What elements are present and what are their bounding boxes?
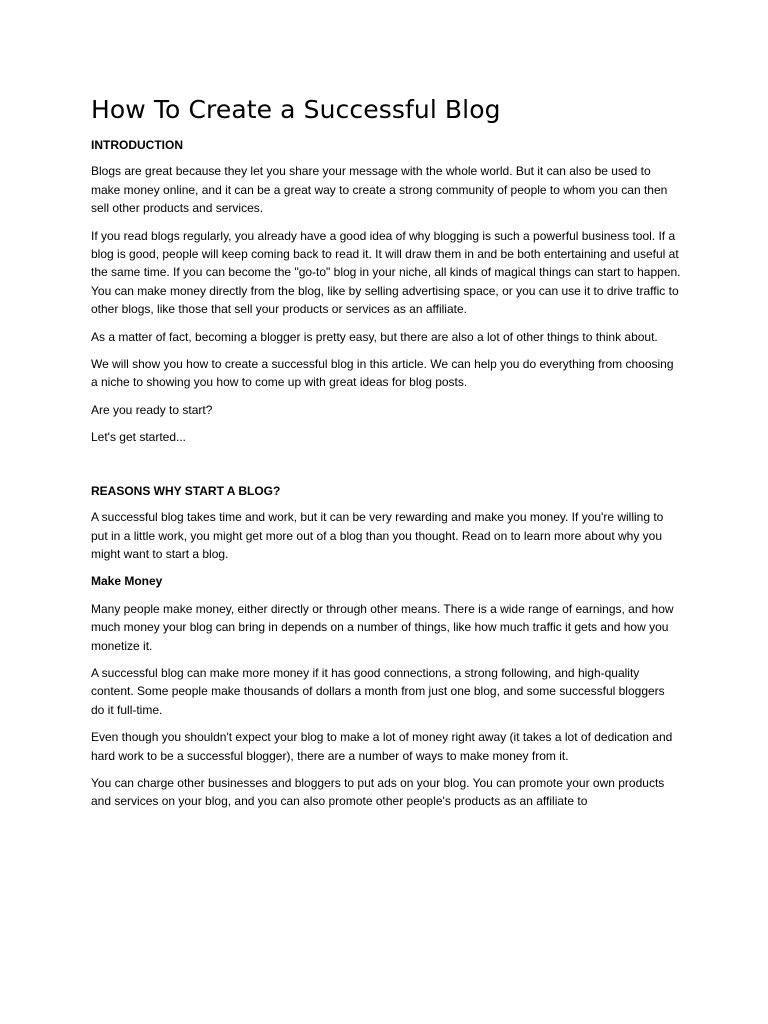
intro-paragraph-4: We will show you how to create a successful blog in this article. We can help you do everything from choosing a niche to showing you how to come up with great ideas for blog posts. (91, 357, 674, 390)
make-money-paragraph-3: Even though you shouldn't expect your blog to make a lot of money right away (it takes a lot of dedication and hard work to be a successful blogger), there are a number of ways to make money from it. (91, 730, 673, 763)
intro-paragraph-5: Are you ready to start? (91, 402, 213, 417)
intro-paragraph-6: Let's get started... (91, 430, 187, 445)
section-spacer (91, 456, 681, 482)
reasons-paragraph: A successful blog takes time and work, but it can be very rewarding and make you money. If you're willing to put in a little work, you might get more out of a blog than you thought. Read on to learn more about why you might want to start a blog. (91, 510, 664, 561)
document-page (91, 92, 681, 820)
reasons-heading: REASONS WHY START A BLOG? (91, 483, 281, 498)
make-money-paragraph-4: You can charge other businesses and bloggers to put ads on your blog. You can promote your own products and services on your blog, and you can also promote other people's products as an affiliate to (91, 775, 665, 809)
intro-paragraph-3: As a matter of fact, becoming a blogger is pretty easy, but there are also a lot of other things to think about. (91, 329, 658, 344)
make-money-heading: Make Money (91, 574, 163, 589)
introduction-heading: INTRODUCTION (91, 138, 183, 152)
intro-paragraph-1: Blogs are great because they let you share your message with the whole world. But it can also be used to make money online, and it can be a great way to create a strong community of people to whom you can then sell other products and services. (91, 164, 668, 216)
document-title: How To Create a Successful Blog (91, 95, 501, 124)
make-money-paragraph-2: A successful blog can make more money if it has good connections, a strong following, and high-quality content. Some people make thousands of dollars a month from just one blog, and some successful bloggers do it full-time. (91, 665, 665, 717)
intro-paragraph-2: If you read blogs regularly, you already have a good idea of why blogging is such a powerful business tool. If a blog is good, people will keep coming back to read it. It will draw them in and be both entertaining and useful at the same time. If you can become the "go-to" blog in your niche, all kinds of magical things can start to happen. You can make money directly from the blog, like by selling advertising space, or you can use it to drive traffic to other blogs, like those that sell your products or services as an affiliate. (91, 228, 681, 317)
make-money-paragraph-1: Many people make money, either directly or through other means. There is a wide range of earnings, and how much money your blog can bring in depends on a number of things, like how much traffic it gets and how you monetize it. (91, 601, 674, 653)
